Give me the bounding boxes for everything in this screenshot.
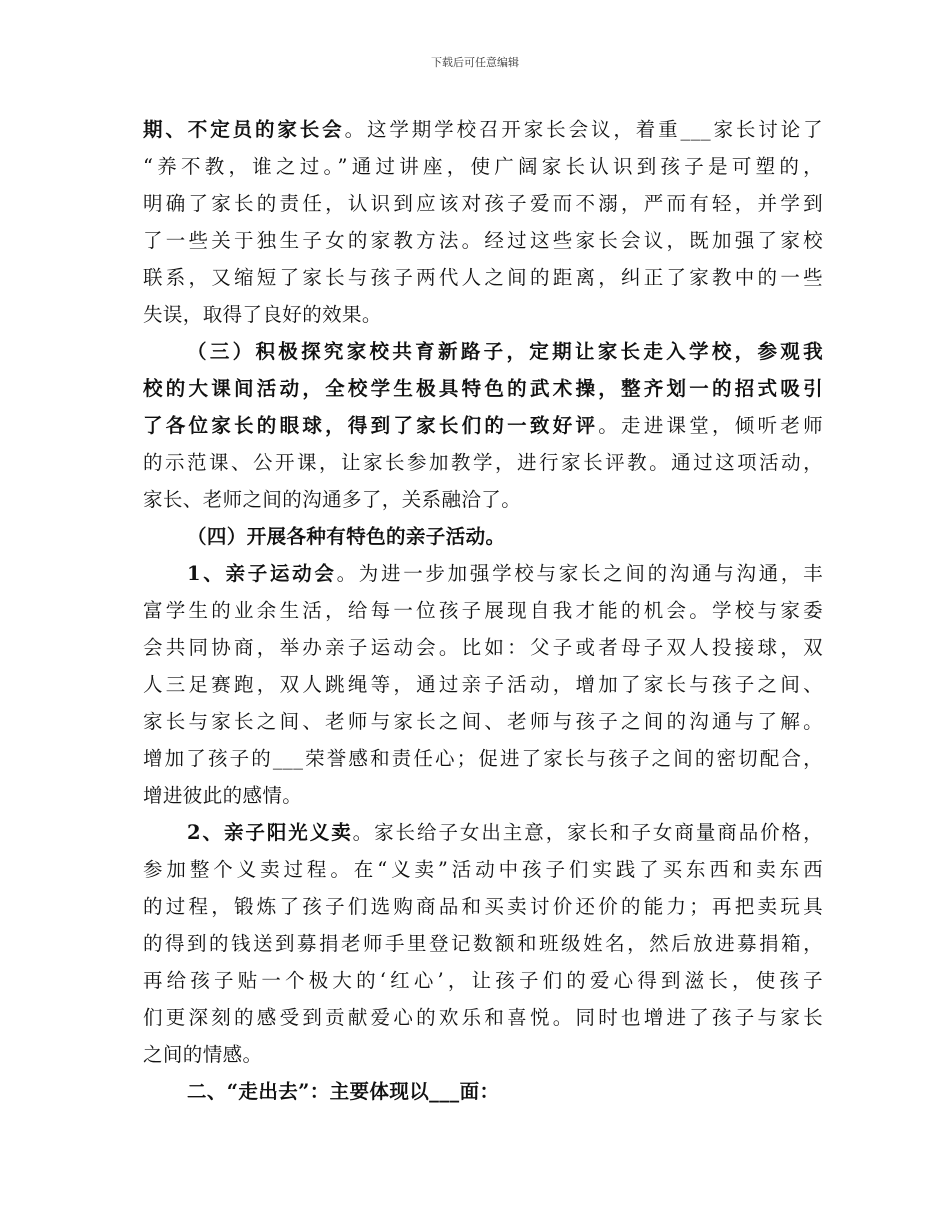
paragraph-line: 联系，又缩短了家长与孩子两代人之间的距离，纠正了家教中的一些 <box>143 266 823 289</box>
paragraph-line <box>143 555 823 592</box>
paragraph-line: 增加了孩子的___荣誉感和责任心；促进了家长与孩子之间的密切配合， <box>143 747 823 770</box>
paragraph-line: 会共同协商，举办亲子运动会。比如：父子或者母子双人投接球，双 <box>143 636 823 659</box>
text-run: 。走进课堂，倾听老师 <box>598 414 823 437</box>
paragraph-line: 之间的情感。 <box>143 1043 263 1066</box>
paragraph-line: （三）积极探究家校共育新路子，定期让家长走入学校，参观我 <box>187 340 823 363</box>
text-run: 。为进一步加强学校与家长之间的沟通与沟通，丰 <box>336 562 823 585</box>
document-body <box>143 111 823 1110</box>
text-run: 。这学期学校召开家长会议，着重___家长讨论了 <box>344 118 823 141</box>
page-header: 下载后可任意编辑 <box>431 56 519 69</box>
bold-phrase: 期、不定员的家长会 <box>143 118 345 141</box>
paragraph-line: 家长与家长之间、老师与家长之间、老师与孩子之间的沟通与了解。 <box>143 710 823 733</box>
paragraph-line: 的过程，锻炼了孩子们选购商品和买卖讨价还价的能力；再把卖玩具 <box>143 895 823 918</box>
paragraph-line: “养不教，谁之过。”通过讲座，使广阔家长认识到孩子是可塑的， <box>143 155 823 178</box>
paragraph-line: 明确了家长的责任，认识到应该对孩子爱而不溺，严而有轻，并学到 <box>143 192 823 215</box>
paragraph-line <box>143 111 823 148</box>
paragraph-line: 的示范课、公开课，让家长参加教学，进行家长评教。通过这项活动， <box>143 451 823 474</box>
paragraph-line: 增进彼此的感情。 <box>143 784 303 807</box>
bold-phrase: 2、亲子阳光义卖 <box>187 821 353 844</box>
paragraph-line: 失误，取得了良好的效果。 <box>143 303 382 326</box>
paragraph-line: 家长、老师之间的沟通多了，关系融洽了。 <box>143 488 522 511</box>
paragraph-line: 的得到的钱送到募捐老师手里登记数额和班级姓名，然后放进募捐箱， <box>143 932 823 955</box>
section-heading: 二、“走出去”：主要体现以___面： <box>187 1080 500 1103</box>
bold-phrase: 1、亲子运动会 <box>187 562 337 585</box>
paragraph-line: 们更深刻的感受到贡献爱心的欢乐和喜悦。同时也增进了孩子与家长 <box>143 1006 823 1029</box>
bold-phrase: 了各位家长的眼球，得到了家长们的一致好评 <box>143 414 599 437</box>
paragraph-line: 富学生的业余生活，给每一位孩子展现自我才能的机会。学校与家委 <box>143 599 823 622</box>
paragraph-line: 再给孩子贴一个极大的‘红心’，让孩子们的爱心得到滋长，使孩子 <box>143 969 823 992</box>
text-run: 。家长给子女出主意，家长和子女商量商品价格， <box>352 821 823 844</box>
paragraph-line: 了一些关于独生子女的家教方法。经过这些家长会议，既加强了家校 <box>143 229 823 252</box>
paragraph-line <box>143 407 823 444</box>
section-heading: （四）开展各种有特色的亲子活动。 <box>187 525 506 548</box>
paragraph-line: 参加整个义卖过程。在“义卖”活动中孩子们实践了买东西和卖东西 <box>143 858 823 881</box>
paragraph-line <box>143 814 823 851</box>
paragraph-line: 校的大课间活动，全校学生极具特色的武术操，整齐划一的招式吸引 <box>143 377 823 400</box>
paragraph-line: 人三足赛跑，双人跳绳等，通过亲子活动，增加了家长与孩子之间、 <box>143 673 823 696</box>
